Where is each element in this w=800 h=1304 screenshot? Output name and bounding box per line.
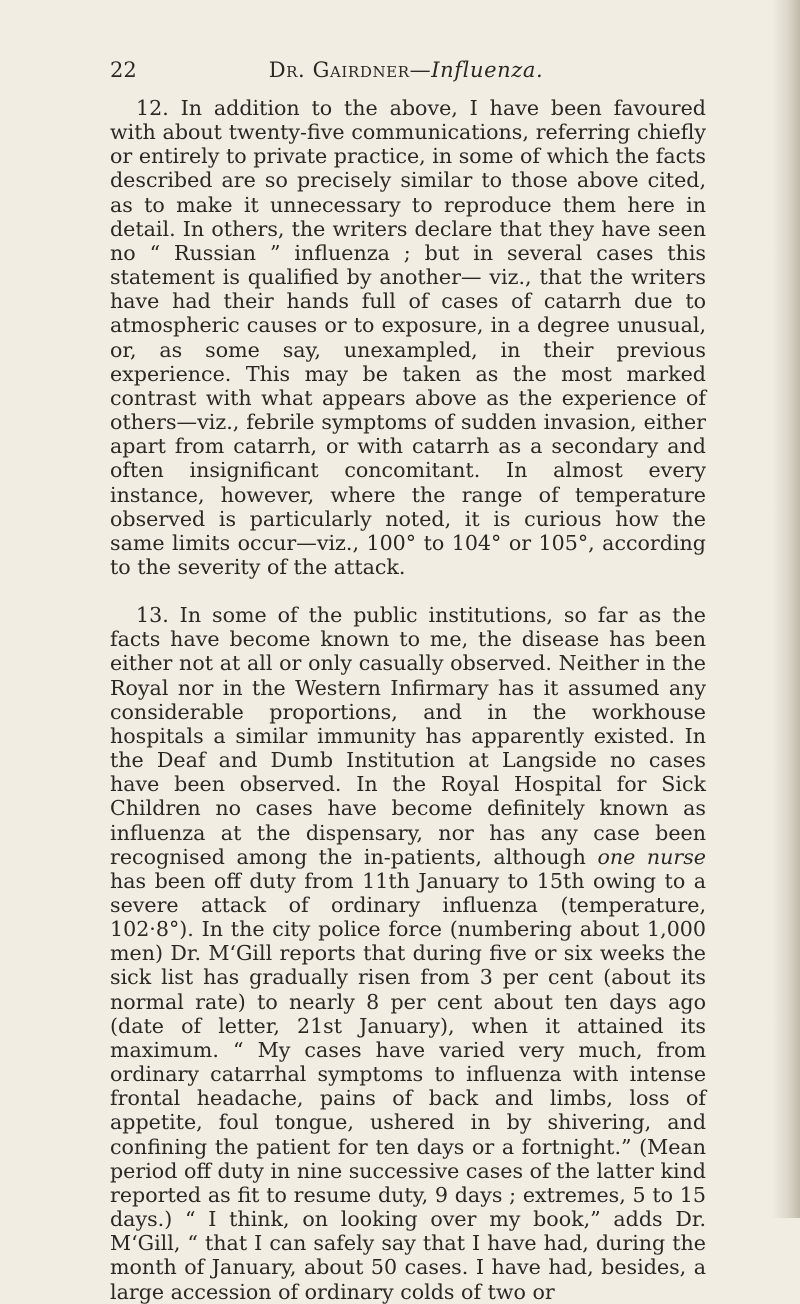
- running-title: [110, 58, 702, 82]
- paragraph-12: 12. In addition to the above, I have been favoured with about twenty-five communications, referring chiefly or entirely to private practice, in some of which the facts described are so precisely similar to those above cited, as to make it unnecessary to reproduce them here in detail. In others, the writers declare that they have seen no “ Russian ” influenza ; but in several cases this statement is qualified by another— viz., that the writers have had their hands full of cases of catarrh due to atmospheric causes or to exposure, in a degree unusual, or, as some say, unexampled, in their previous experience. This may be taken as the most marked contrast with what appears above as the experience of others—viz., febrile symptoms of sudden invasion, either apart from catarrh, or with catarrh as a secondary and often insignificant concomitant. In almost every instance, however, where the range of temperature observed is particularly noted, it is curious how the same limits occur—viz., 100° to 104° or 105°, according to the severity of the attack.: [110, 96, 706, 579]
- paragraph-13-part-2: has been off duty from 11th January to 15th owing to a severe attack of ordinary influenza (temperature, 102·8°). In the city police force (numbering about 1,000 men) Dr. M‘Gill reports that during five or six weeks the sick list has gradually risen from 3 per cent (about its normal rate) to nearly 8 per cent about ten days ago (date of letter, 21st January), when it attained its maximum. “ My cases have varied very much, from ordinary catarrhal symptoms to influenza with intense frontal headache, pains of back and limbs, loss of appetite, foul tongue, ushered in by shivering, and confining the patient for ten days or a fortnight.” (Mean period off duty in nine successive cases of the latter kind reported as fit to resume duty, 9 days ; extremes, 5 to 15 days.) “ I think, on looking over my book,” adds Dr. M‘Gill, “ that I can safely say that I have had, during the month of January, about 50 cases. I have had, besides, a large accession of ordinary colds of two or: [110, 868, 706, 1304]
- paragraph-13-italic: one nurse: [597, 844, 706, 869]
- running-title-topic: Influenza.: [431, 58, 544, 82]
- running-title-separator: —: [409, 58, 432, 82]
- page-number: 22: [110, 58, 137, 82]
- running-head: [110, 58, 702, 88]
- body-text: [110, 96, 706, 1304]
- paragraph-13: [110, 603, 706, 1304]
- paragraph-13-part-1: 13. In some of the public institutions, so far as the facts have become known to me, the disease has been either not at all or only casually observed. Neither in the Royal nor in the Western Infirmary has it assumed any considerable proportions, and in the workhouse hospitals a similar immunity has apparently existed. In the Deaf and Dumb Institution at Langside no cases have been observed. In the Royal Hospital for Sick Children no cases have become definitely known as influenza at the dispensary, nor has any case been recognised among the in-patients, although: [110, 603, 706, 869]
- running-title-author: Dr. Gairdner: [268, 58, 410, 82]
- page-edge-shadow: [772, 0, 800, 1218]
